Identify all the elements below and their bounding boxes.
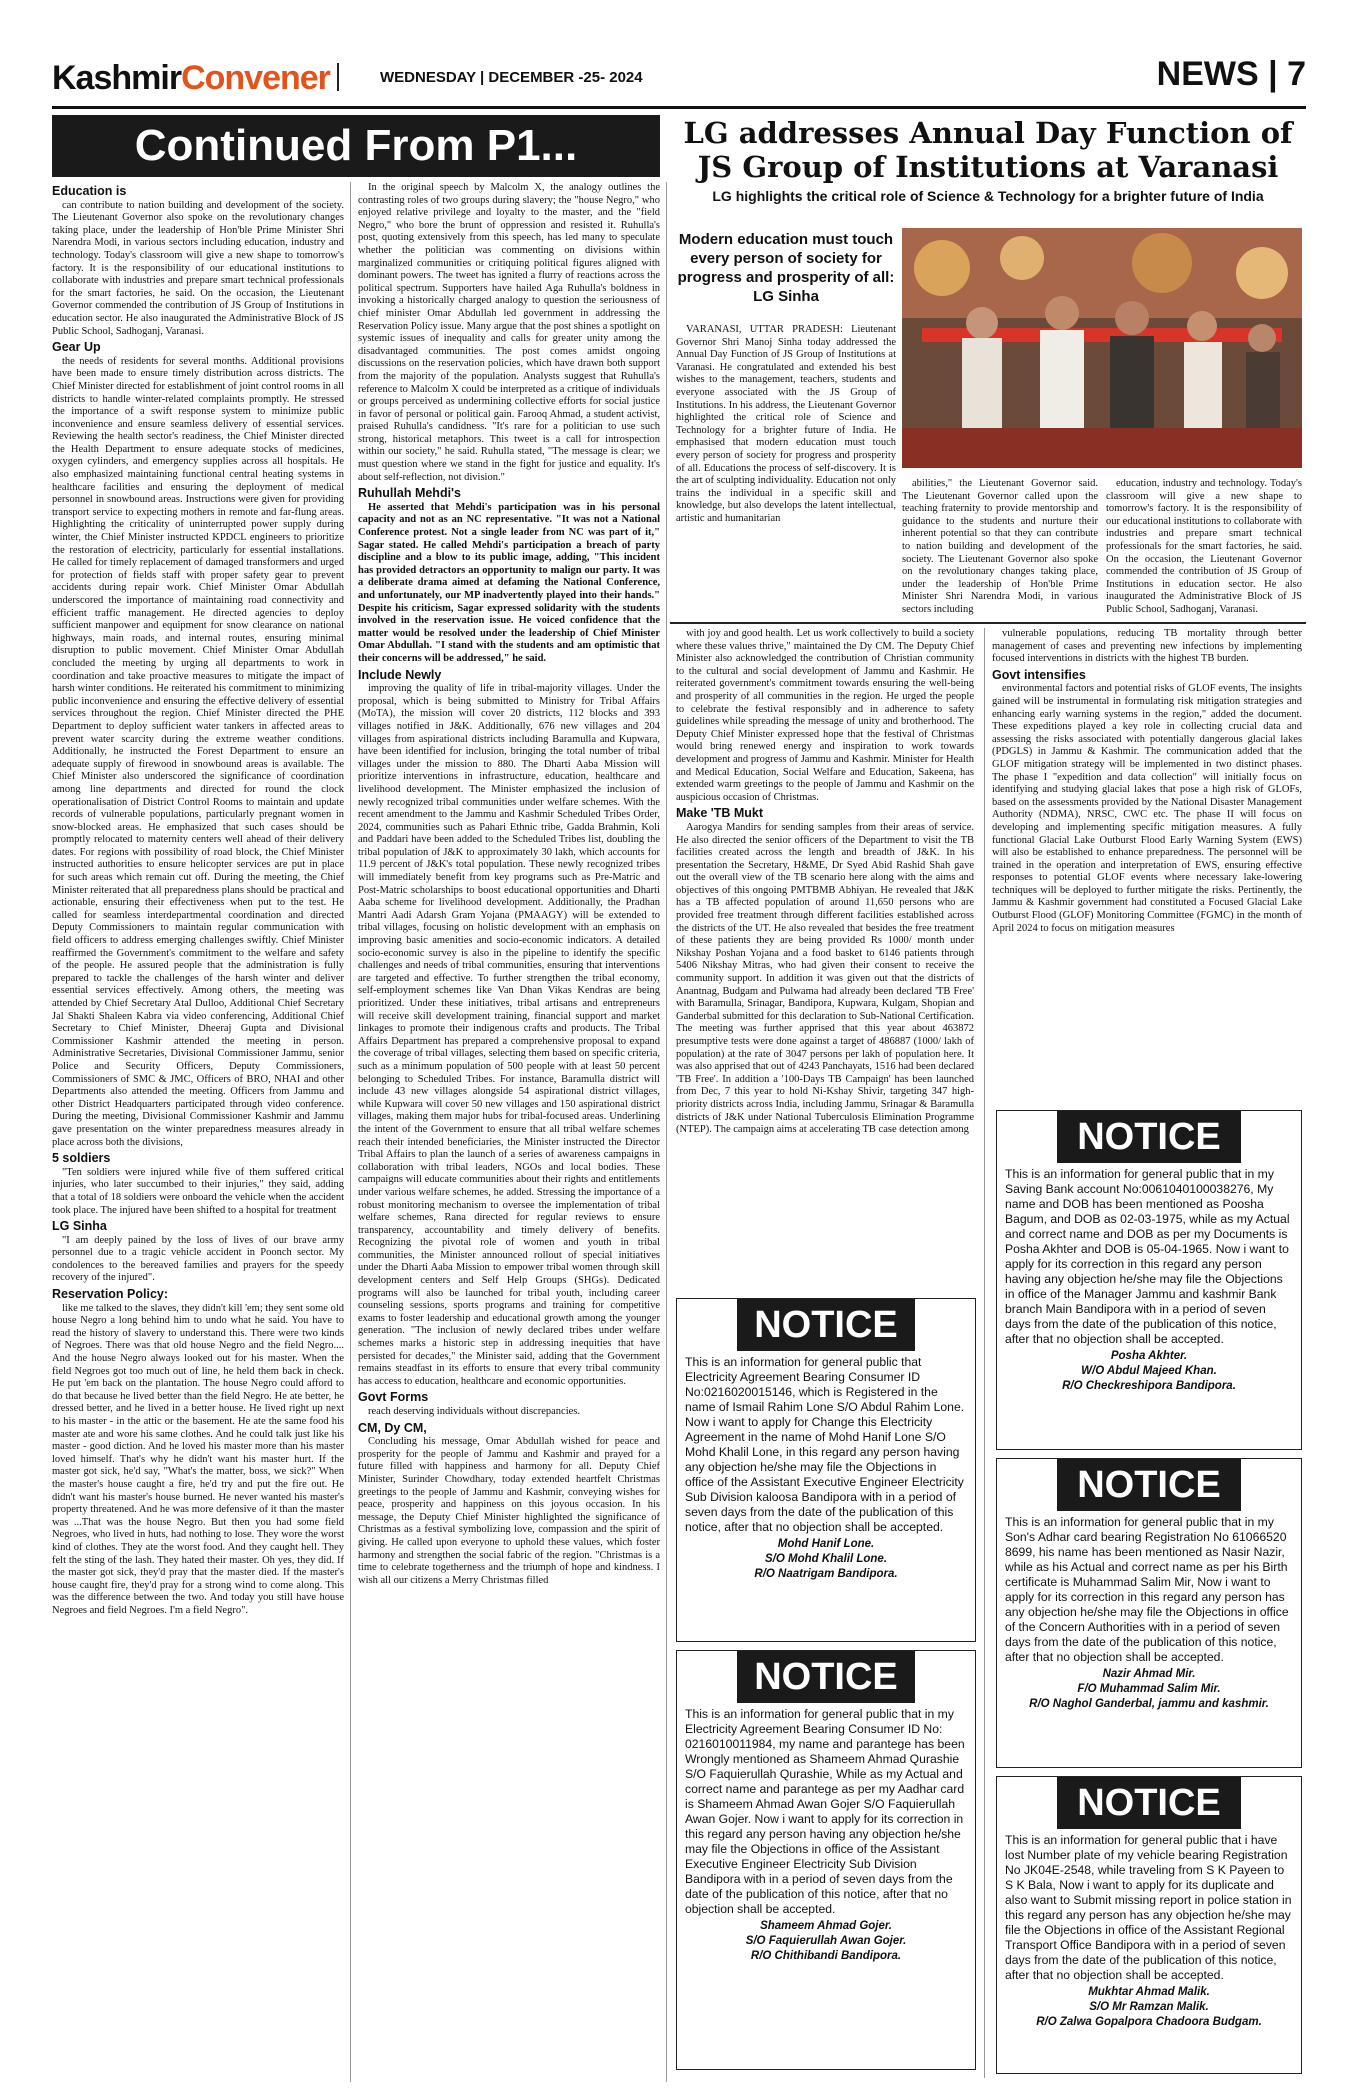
notice-text: This is an information for general public that in my Son's Adhar card bearing Registration No 61066520 8699, his name has been mentioned as Nasir Nazir, while as his Actual and correct name as per his Birth certificate is Muhammad Salim Mir, Now i want to apply for its correction in this regard any person has any objection he/she may file the Objections in office of the Concern Authorities with in a period of seven days from the date of the publication of this notice, after that no objection shall be accepted. xyxy=(1005,1515,1289,1664)
notice-title: NOTICE xyxy=(1057,1459,1241,1511)
lg-story-title: LG addresses Annual Day Function of JS Group of Institutions at Varanasi xyxy=(683,116,1293,184)
column-d xyxy=(992,628,1302,1103)
pull-quote: Modern education must touch every person of society for progress and prosperity of all: LG Sinha xyxy=(677,231,895,305)
column-divider xyxy=(350,182,351,2082)
section-page: NEWS | 7 xyxy=(1156,55,1306,93)
notice-signature: R/O Naatrigam Bandipora. xyxy=(754,1568,898,1580)
article-text: the needs of residents for several months. Additional provisions have been made to ensure timely distribution across districts. The Chief Minister directed for establishment of joint control rooms in all districts to handle winter-related complaints promptly. He stressed the importance of a swift response system to minimize public inconvenience and ensure seamless delivery of essential services. Reviewing the health sector's readiness, the Chief Minister directed the Health Department to ensure adequate stocks of medicines, oxygen cylinders, and emergency supplies across all hospitals. He also emphasized maintaining functional central heating systems in healthcare facilities and ensuring the deployment of medical personnel in snowbound areas. Instructions were given for providing transport service to expecting mothers in remote and far-flung areas. Highlighting the criticality of uninterrupted power supply during winter, the Chief Minister instructed KPDCL engineers to prioritize the restoration of electricity, particularly for essential installations. He called for timely replacement of damaged transformers and urged for protection of fields staff with proper safety gear to prevent accidents during repair work. Chief Minister Omar Abdullah underscored the importance of maintaining road connectivity and efficient traffic management. He directed agencies to deploy sufficient manpower and equipment for snow clearance on national highways, main roads, and internal routes, ensuring minimal disruption to public movement. Chief Minister Omar Abdullah concluded the meeting by urging all departments to work in coordination and take proactive measures to mitigate the impact of harsh winter conditions. He reiterated his commitment to minimizing public inconvenience and ensuring the effective delivery of essential services throughout the region. Chief Minister directed the PHE Department to deploy sufficient water tankers in affected areas to prevent water scarcity during the extreme weather conditions. Additionally, he instructed the Forest Department to ensure an adequate supply of firewood in snowbound areas is available. The Chief Minister also underscored the significance of coordination among line departments and directed for round the clock operationalisation of District Control Rooms to maintain and update records of vulnerable populations, particularly pregnant women in snow-blocked areas. He emphasized that such cases should be promptly relocated to maternity centers well ahead of their delivery dates. For regions with possibility of road block, the Chief Minister instructed authorities to ensure helicopter services are put in place for such areas which remain cut off. During the meeting, the Chief Minister reiterated that all preparedness plans should be practical and actionable, ensuring their effectiveness when put to the test. He called for seamless interdepartmental coordination and directed Deputy Commissioners to maintain regular communication with field officers to address emerging challenges swiftly. Chief Minister reaffirmed the Government's commitment to the welfare and safety of the people. He assured people that the administration is fully prepared to tackle the challenges of the harsh winter and deliver essential services effectively. Among others, the meeting was attended by Chief Secretary Atal Dulloo, Additional Chief Secretary Jal Shakti Shaleen Kabra via video conferencing, Additional Chief Secretary to Chief Minister, Dheeraj Gupta and Divisional Commissioner Kashmir attended the meeting in person. Administrative Secretaries, Divisional Commissioner Jammu, senior Police and Security Officers, Deputy Commissioners, Commissioners of SMC & JMC, Officers of BRO, NHAI and other Departments also attended the meeting. Officers from Jammu and other District Headquarters participated through video conference. During the meeting, Divisional Commissioner Kashmir and Jammu gave presentation on the winter preparedness measures already in place across both the divisions, xyxy=(52,355,344,1148)
notice-title: NOTICE xyxy=(737,1651,915,1703)
subhead: LG Sinha xyxy=(52,1219,107,1234)
article-text: improving the quality of life in tribal-majority villages. Under the proposal, which is being submitted to Ministry for Tribal Affairs (MoTA), the mission will cover 20 districts, 112 blocks and 393 villages notified in J&K. Additionally, 676 new villages and 204 villages from aspirational districts including Baramulla and Kupwara, have been identified for inclusion, bringing the total number of tribal villages under the mission to 880. The Dharti Aaba Mission will prioritize interventions in infrastructure, education, healthcare and livelihood development. The Minister emphasized the inclusion of newly recognized tribal communities under welfare schemes. With the recent amendment to the Jammu and Kashmir Scheduled Tribes Order, 2024, communities such as Pahari Ethnic tribe, Gadda Brahmin, Koli and Paddari have been added to the Scheduled Tribes list, doubling the tribal population of J&K to approximately 30 lakh, which accounts for 11.9 percent of J&K's total population. These newly recognized tribes will immediately benefit from key programs such as Pre-Matric and Post-Matric scholarships to boost educational opportunities and Dharti Aaba scheme for livelihood development. Additionally, the Pradhan Mantri Aadi Adarsh Gram Yojana (PMAAGY) will be extended to tribal villages, focusing on holistic development with an emphasis on improving basic amenities and socio-economic indicators. A detailed socio-economic survey is also in the pipeline to identify the specific challenges and needs of tribal communities, ensuring that interventions are targeted and effective. To further strengthen the tribal economy, self-employment schemes like Van Dhan Vikas Kendras are being prioritized. Under these initiatives, tribal artisans and entrepreneurs will receive skill development training, financial support and market linkages to promote their indigenous crafts and products. The Tribal Affairs Department has prepared a comprehensive proposal to expand the coverage of tribal villages, selecting them based on specific criteria, such as a minimum population of 500 people with at least 50 percent belonging to Scheduled Tribes. For instance, Baramulla district will include 43 new villages alongside 54 aspirational district villages, while Kupwara will cover 50 new villages and 150 aspirational district villages, making them major hubs for tribal-focused areas. Underlining the intent of the Government to ensure that all tribal welfare schemes reach their intended beneficiaries, the Minister instructed the Director Tribal Affairs to plan the launch of a series of awareness campaigns in collaboration with tribal leaders, NGOs and local bodies. These campaigns will educate communities about their rights and entitlements under various welfare schemes, he added. Stressing the importance of a robust monitoring mechanism to oversee the implementation of tribal welfare schemes, Rana directed for regular reviews to ensure transparency, accountability and timely delivery of benefits. Recognizing the pivotal role of women and youth in tribal communities, the Minister announced rollout of special initiatives under the Dharti Aaba Mission to empower tribal women through skill development centers and Self Help Groups (SHGs). Dedicated programs will also be launched for tribal youth, including career counseling sessions, sports programs and training for competitive exams to foster leadership and educational growth among the younger generation. "The inclusion of newly declared tribes under welfare schemes marks a historic step in addressing inequities that have persisted for decades," the Minister said, adding that the Government remains steadfast in its efforts to ensure that every tribal community has access to education, healthcare and economic opportunities. xyxy=(358,683,660,1387)
article-text: "Ten soldiers were injured while five of them suffered critical injuries, who later succumbed to their injuries," they said, adding that a total of 18 soldiers were onboard the vehicle when the accident took place. The injured have been shifted to a hospital for treatment xyxy=(52,1166,344,1216)
notice-signature: F/O Muhammad Salim Mir. xyxy=(1077,1683,1221,1695)
lg-story-col2-top xyxy=(902,214,1026,228)
subhead: 5 soldiers xyxy=(52,1151,111,1166)
notice-signature: S/O Mohd Khalil Lone. xyxy=(764,1553,888,1565)
article-text: abilities," the Lieutenant Governor said. The Lieutenant Governor called upon the teaching fraternity to provide mentorship and guidance to the students and nurture their inherent potential so that they can contribute to nation building and development of the society. The Lieutenant Governor also spoke on the revolutionary changes taking place, under the leadership of Hon'ble Prime Minister Shri Narendra Modi, in various sectors including xyxy=(902,478,1098,615)
subhead: Ruhullah Mehdi's xyxy=(358,486,461,501)
notice-title: NOTICE xyxy=(737,1299,915,1351)
notice-signature: Mukhtar Ahmad Malik. xyxy=(1088,1986,1210,1998)
column-c xyxy=(676,628,974,1290)
article-text: VARANASI, UTTAR PRADESH: Lieutenant Governor Shri Manoj Sinha today addressed the Annual Day Function of JS Group of Institutions at Varanasi. He congratulated and extended his best wishes to the management, teachers, students and everyone associated with the JS Group of Institutions. In his address, the Lieutenant Governor highlighted the critical role of Science and Technology for a brighter future of India. He emphasised that modern education must touch every person of society for progress and prosperity of all. Educations the process of self-discovery. It is the art of sculpting individuality. Education not only trains the individual in a specific skill and knowledge, but also develops the latent intellectual, artistic and humanitarian xyxy=(676,324,896,524)
article-text: In the original speech by Malcolm X, the analogy outlines the contrasting roles of two groups during slavery; the "house Negro," who enjoyed relative privilege and loyalty to the master, and the "field Negro," who bore the brunt of oppression and resisted it. Ruhulla's post, quoting extensively from this speech, has led many to speculate whether the politician was commenting on divisions within marginalized communities or critiquing political figures aligned with dominant powers. The tweet has ignited a flurry of reactions across the political spectrum. Supporters have hailed Aga Ruhulla's boldness in invoking a historically charged analogy to question the seriousness of chief minister Omar Abdullah led government in addressing the Reservation Policy issue. Many argue that the post shines a spotlight on systemic issues of inequality and calls for greater unity among the disadvantaged communities. The post comes amidst ongoing discussions on the reservation policies, which have drawn both support from the majority of the population. Analysts suggest that Ruhulla's reference to Malcolm X could be interpreted as a critique of individuals or groups perceived as undermining collective efforts for social justice in favor of personal or political gain. Farooq Ahmad, a student activist, praised Ruhulla's candidness. "It's rare for a politician to use such strong, historical metaphors. This tweet is a call for introspection within our society," he said. Ruhulla stated, "The message is clear; we must question where we stand in the fight for justice and equality. It's about self-reflection, not division." xyxy=(358,182,660,483)
notice-signature: R/O Chithibandi Bandipora. xyxy=(750,1950,902,1962)
lg-story-subtitle: LG highlights the critical role of Science & Technology for a brighter future of India xyxy=(712,188,1264,204)
subhead: Make 'TB Mukt xyxy=(676,806,764,821)
article-text: can contribute to nation building and development of the society. The Lieutenant Governor also spoke on the revolutionary changes taking place, under the leadership of Hon'ble Prime Minister Shri Narendra Modi, in various sectors including education, industry and technology. Today's classroom will give a new shape to tomorrow's factory. It is the responsibility of our educational institutions to collaborate with industries and prepare smart technical professionals for the smart factories, he said. On the occasion, the Lieutenant Governor commended the contribution of JS Group of Institutions in education sector. He also inaugurated the Administrative Block of JS Public School, Sadhoganj, Varanasi. xyxy=(52,199,344,337)
notice-signature: W/O Abdul Majeed Khan. xyxy=(1081,1365,1217,1377)
continued-banner: Continued From P1... xyxy=(52,115,660,177)
notice-title: NOTICE xyxy=(1057,1777,1241,1829)
column-divider xyxy=(666,182,667,2082)
article-text: Aarogya Mandirs for sending samples from their areas of service. He also directed the senior officers of the Department to visit the TB facilities created across the length and breadth of J&K. In his presentation the Secretary, H&ME, Dr Syed Abid Rashid Shah gave out the overall view of the TB scenario here along with the aims and objectives of this ongoing PMTBMB Abhiyan. He revealed that J&K has a TB affected population of around 11,650 persons who are provided free treatment through different facilities established across the districts of the UT. He also revealed that besides the free treatment of these patients they are being provided Rs 1000/ month under Nikshay Poshan Yojana and a food basket to 6146 patients through 5406 Nikshay Mitras, who had given their consent to receive the community support. In addition it was given out that the districts of Anantnag, Budgam and Pulwama had already been declared 'TB Free' with Baramulla, Srinagar, Bandipora, Kupwara, Kulgam, Shopian and Ganderbal submitted for this declaration to Sub-National Certification. The meeting was further apprised that this year about 463872 presumptive tests were done against a target of 486887 (1000/ lakh of population) at the rate of 3047 persons per lakh of population here. It was also apprised that out of 4243 Panchayats, 1516 had been declared 'TB Free'. In addition a '100-Days TB Campaign' has been launched from Dec, 7 this year to hold Ni-Kshay Shivir, targeting 347 high-priority districts across India, including Jammu, Srinagar & Baramulla districts of J&K under National Tuberculosis Elimination Programme (NTEP). The campaign aims at accelerating TB case detection among xyxy=(676,821,974,1136)
notice-text: This is an information for general public that i have lost Number plate of my vehicle bearing Registration No JK04E-2548, while traveling from S K Payeen to S K Bala, Now i want to apply for its duplicate and also want to Submit missing report in police station in this regard any person has any objection he/she may file the Objections in office of the Assistant Regional Transport Office Bandipora with in a period of seven days from the date of the publication of this notice, after that no objection shall be accepted. xyxy=(1005,1833,1292,1982)
header-divider xyxy=(337,63,339,91)
article-text: vulnerable populations, reducing TB mortality through better management of cases and preventing new infections by implementing focused interventions in districts with the highest TB burden. xyxy=(992,628,1302,665)
masthead xyxy=(52,55,1306,105)
notice-signature: R/O Zalwa Gopalpora Chadoora Budgam. xyxy=(1036,2016,1262,2028)
notice-box xyxy=(996,1458,1302,1768)
article-text: education, industry and technology. Today's classroom will give a new shape to tomorrow's factory. It is the responsibility of our educational institutions to collaborate with industries and prepare smart technical professionals for the smart factories, he said. On the occasion, the Lieutenant Governor commended the contribution of JS Group of Institutions in education sector. He also inaugurated the Administrative Block of JS Public School, Sadhoganj, Varanasi. xyxy=(1106,478,1302,615)
notice-signature: R/O Checkreshipora Bandipora. xyxy=(1062,1380,1236,1392)
subhead: Reservation Policy: xyxy=(52,1287,169,1302)
notice-signature: S/O Faquierullah Awan Gojer. xyxy=(745,1935,907,1947)
notice-box xyxy=(676,1650,976,2070)
notice-signature: Posha Akhter. xyxy=(1110,1350,1188,1362)
notice-text: This is an information for general public that Electricity Agreement Bearing Consumer ID No:0216020015146, which is Registered in the name of Ismail Rahim Lone S/O Abdul Rahim Lone. Now i want to apply for Change this Electricity Agreement in the name of Mohd Hanif Lone S/O Mohd Khalil Lone, in this regard any person having any objection he/she may file the Objections in office of the Assistant Executive Engineer Electricity Sub Division kaloosa Bandipora with in a period of seven days from the date of the publication of this notice, after that no objection shall be accepted. xyxy=(685,1355,965,1534)
article-text: He asserted that Mehdi's participation was in his personal capacity and not as an NC representative. "It was not a National Conference protest. Not a single leader from NC was part of it," Sagar stated. He called Mehdi's participation a breach of party discipline and a blow to its public image, adding, "This incident has provided detractors an opportunity to malign our party. It was a deliberate drama aimed at defaming the National Conference, and unfortunately, our MP inadvertently played into their hands." Despite his criticism, Sagar expressed solidarity with the students involved in the reservation issue. He voiced confidence that the matter would be resolved under the leadership of Chief Minister Omar Abdullah. "I stand with the students and am optimistic that their concerns will be addressed," he said. xyxy=(358,501,660,664)
ribbon-cutting-photo xyxy=(902,228,1302,468)
subhead: CM, Dy CM, xyxy=(358,1420,427,1435)
event-photo xyxy=(902,228,1302,468)
subhead: Include Newly xyxy=(358,667,442,682)
notice-box xyxy=(676,1298,976,1642)
lg-story-col2 xyxy=(902,478,1098,628)
column-b xyxy=(358,182,660,2082)
article-text: like me talked to the slaves, they didn't kill 'em; they sent some old house Negro a long behind him to undo what he said. You have to read the history of slavery to understand this. There were two kinds of Negroes. There was that old house Negro and the field Negro.... And the house Negro always looked out for his master. When the field Negroes got too much out of line, he held them back in check. He put 'em back on the plantation. The house Negro could afford to do that because he lived better than the field Negro. He ate better, he dressed better, and he lived in a better house. He lived right up next to his master - in the attic or the basement. He ate the same food his master ate and wore his same clothes. And he could talk just like his master - good diction. And he loved his master more than his master loved himself. That's why he didn't want his master hurt. If the master got sick, he'd say, "What's the matter, boss, we sick?" When the master's house caught a fire, he'd try and put the fire out. He didn't want his master's house burned. He never wanted his master's property threatened. And he was more defensive of it than the master was ...That was the house Negro. But then you had some field Negroes, who lived in huts, had nothing to lose. They wore the worst kind of clothes. They ate the worst food. And they caught hell. They felt the sting of the lash. They hated their master. Oh yes, they did. If the master got sick, they'd pray that the master died. If the master's house caught fire, they'd pray for a strong wind to come along. This was the difference between the two. And today you still have house Negroes and field Negroes. I'm a field Negro". xyxy=(52,1302,344,1616)
story-rule xyxy=(670,622,1306,624)
subhead: Govt intensifies xyxy=(992,667,1086,682)
subhead: Education is xyxy=(52,184,127,198)
header-rule xyxy=(52,106,1306,109)
subhead: Gear Up xyxy=(52,340,101,355)
notice-signature: Shameem Ahmad Gojer. xyxy=(760,1920,892,1932)
article-text: "I am deeply pained by the loss of lives of our brave army personnel due to a tragic vehicle accident in Poonch sector. My condolences to the bereaved families and prayers for the speedy recovery of the injured". xyxy=(52,1234,344,1284)
column-a xyxy=(52,182,344,2082)
subhead: Govt Forms xyxy=(358,1390,429,1405)
article-text: with joy and good health. Let us work collectively to build a society where these values thrive," maintained the Dy CM. The Deputy Chief Minister also acknowledged the contribution of Christian community to the cultural and social development of Jammu and Kashmir. He reiterated government's commitment towards ensuring the well-being and prosperity of all communities in the region. He urged the people to celebrate the festival responsibly and in adherence to safety guidelines while spreading the message of unity and brotherhood. The Deputy Chief Minister expressed hope that the festival of Christmas would bring renewed energy and inspiration to work towards development and progress of Jammu and Kashmir. Minister for Health and Medical Education, Social Welfare and Education, Sakeena, has extended warm greetings to the people of Jammu and Kashmir on the auspicious occasion of Christmas. xyxy=(676,628,974,803)
article-text: environmental factors and potential risks of GLOF events, The insights gained will be instrumental in formulating risk mitigation strategies and enhancing early warning systems in the region," added the document. These expeditions played a key role in collecting crucial data and assessing the risks associated with potentially dangerous glacial lakes (PDGLS) in Jammu & Kashmir. The communication added that the GLOF mitigation strategy will be implemented in two distinct phases. The phase I "expedition and data collection" will initially focus on identifying and studying glacial lakes that pose a high risk of GLOFs, based on the assessments provided by the National Disaster Management Authority (NDMA), NRSC, CWC etc. The phase II will focus on developing and implementing specific mitigation measures. A fully functional Glacial Lake Outburst Flood Early Warning System (EWS) will also be established to enhance preparedness. The personnel will be trained in the operation and interpretation of EWS, ensuring effective responses to potential GLOF events where necessary lake-lowering techniques will be deployed to further mitigate the risks. Pertinently, the Jammu & Kashmir government had constituted a Focused Glacial Lake Outburst Flood (GLOF) Monitoring Committee (FGMC) in the month of April 2024 to focus on mitigation measures xyxy=(992,683,1302,934)
notice-signature: R/O Naghol Ganderbal, jammu and kashmir. xyxy=(1029,1698,1269,1710)
notice-title: NOTICE xyxy=(1057,1111,1241,1163)
lg-story-col3 xyxy=(1106,478,1302,628)
issue-date: WEDNESDAY | DECEMBER -25- 2024 xyxy=(380,69,643,86)
lg-story-col1 xyxy=(676,324,896,624)
notice-box xyxy=(996,1776,1302,2074)
article-text: reach deserving individuals without discrepancies. xyxy=(368,1406,580,1417)
notice-text: This is an information for general public that in my Saving Bank account No:0061040100038276, My name and DOB has been mentioned as Poosha Bagum, and DOB as 02-03-1975, while as my Actual and correct name and DOB as per my Documents is Posha Akhter and DOB is 05-04-1965. Now i want to apply for its correction in this regard any person having any objection he/she may file the Objections in office of the Manager Jammu and kashmir Bank branch Main Bandipora with in a period of seven days from the date of the publication of this notice, after that no objection shall be accepted. xyxy=(1005,1167,1290,1346)
notice-signature: S/O Mr Ramzan Malik. xyxy=(1089,2001,1209,2013)
notice-signature: Mohd Hanif Lone. xyxy=(777,1538,875,1550)
article-text: Concluding his message, Omar Abdullah wished for peace and prosperity for the people of Jammu and Kashmir and prayed for a future filled with happiness and harmony for all. Deputy Chief Minister, Surinder Chowdhary, today extended heartfelt Christmas greetings to the people of Jammu and Kashmir, conveying wishes for peace, prosperity and happiness on this joyous occasion. In his message, the Deputy Chief Minister highlighted the significance of Christmas as a festival symbolizing love, compassion and the spirit of giving. He called upon everyone to uphold these values, which foster harmony and strengthen the social fabric of the region. "Christmas is a time to celebrate togetherness and the triumph of hope and kindness. I wish all our citizens a Merry Christmas filled xyxy=(358,1436,660,1586)
column-divider xyxy=(984,628,985,2078)
notice-signature: Nazir Ahmad Mir. xyxy=(1102,1668,1196,1680)
newspaper-logo: KashmirConvener xyxy=(52,59,330,97)
notice-text: This is an information for general public that in my Electricity Agreement Bearing Consumer ID No: 0216010011984, my name and parantege has been Wrongly mentioned as Shameem Ahmad Qurashie S/O Faquierullah Qurashie, While as my Actual and correct name and parantege as per my Aadhar card is Shameem Ahmad Awan Gojer S/O Faquierullah Awan Gojer. Now i want to apply for its correction in this regard any person having any objection he/she may file the Objections in office of the Assistant Executive Engineer Electricity Sub Division Bandipora with in a period of seven days from the date of the publication of this notice, after that no objection shall be accepted. xyxy=(685,1707,965,1916)
notice-box xyxy=(996,1110,1302,1450)
